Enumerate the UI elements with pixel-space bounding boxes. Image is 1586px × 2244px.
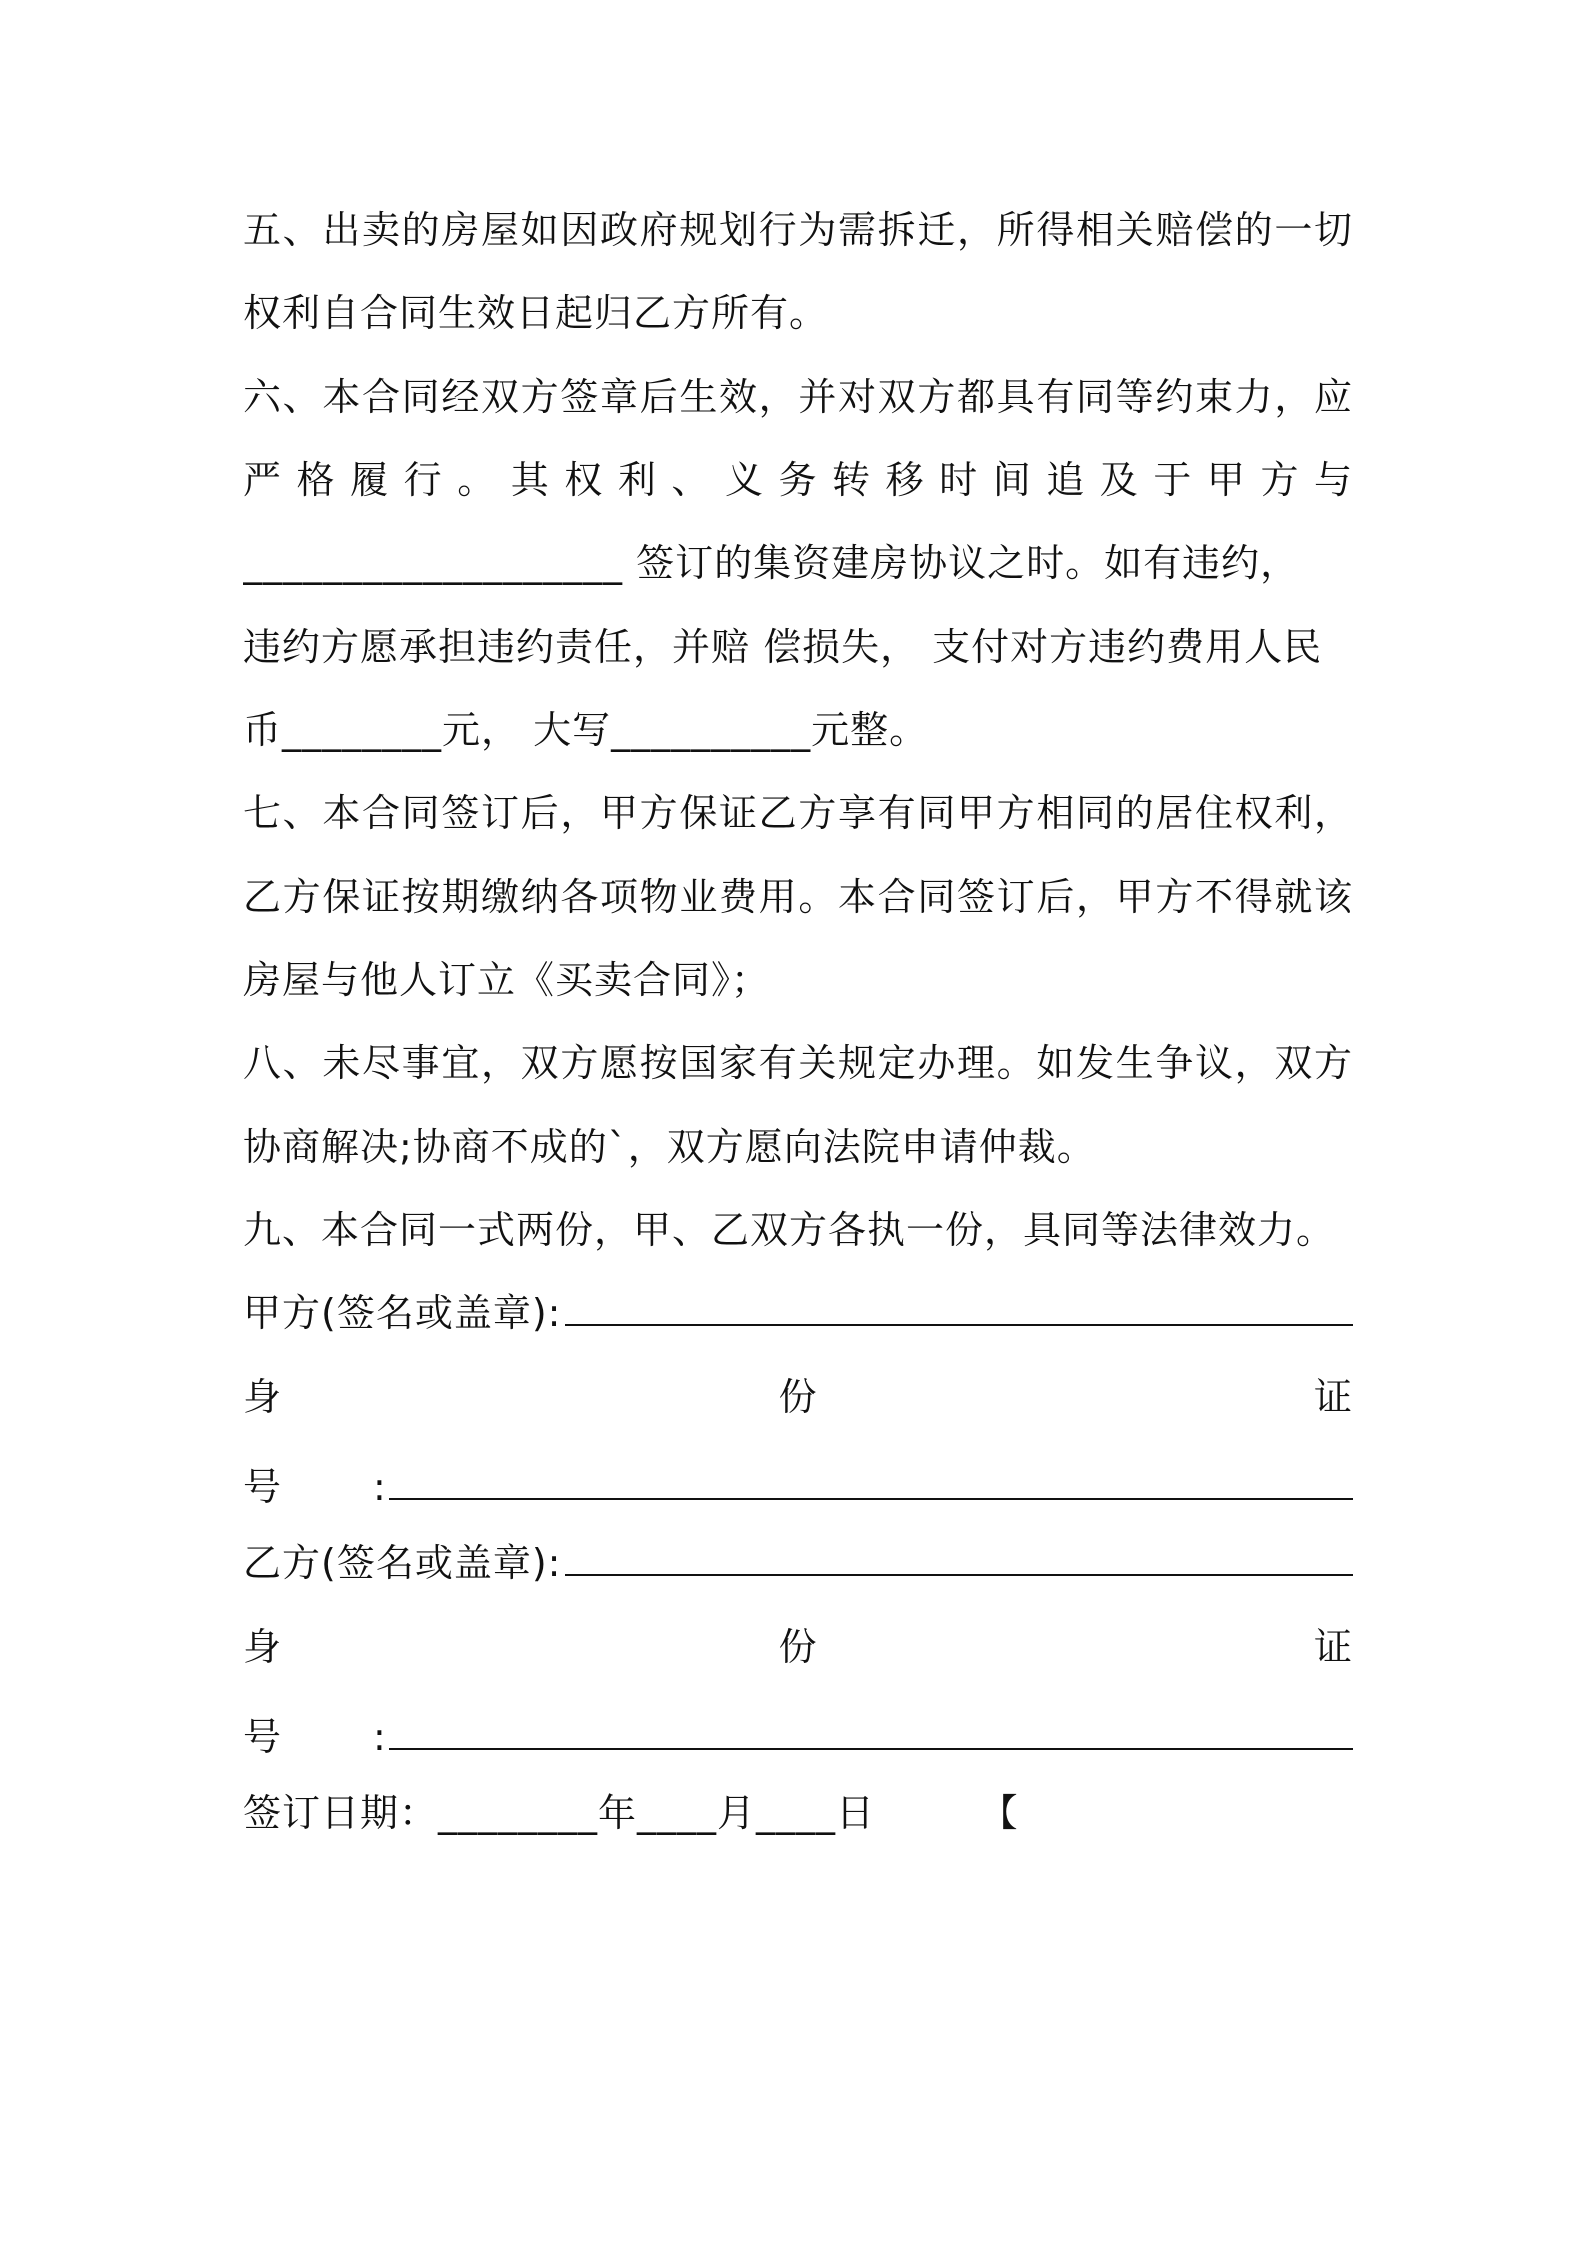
clause-7-line-3: 房屋与他人订立《买卖合同》；: [243, 958, 771, 1002]
party-b-id-shen: 身: [243, 1625, 283, 1669]
party-a-id-fen: 份: [778, 1375, 818, 1419]
party-b-id-zheng: 证: [1313, 1625, 1353, 1669]
party-b-signature-line: [243, 1538, 1353, 1588]
party-b-label: 乙方(签名或盖章):: [243, 1541, 562, 1585]
party-a-signature-line: [243, 1288, 1353, 1338]
party-b-id-label-row: [243, 1622, 1353, 1672]
clause-5-line-2: 权利自合同生效日起归乙方所有。: [243, 291, 829, 335]
party-a-id-shen: 身: [243, 1375, 283, 1419]
clause-9-line-1: 九、本合同一式两份，甲、乙双方各执一份，具同等法律效力。: [243, 1208, 1336, 1252]
clause-6-line-1: 六、本合同经双方签章后生效，并对双方都具有同等约束力，应: [243, 375, 1353, 419]
clause-7-line-1: 七、本合同签订后，甲方保证乙方享有同甲方相同的居住权利，: [243, 791, 1353, 835]
party-b-id-colon: :: [373, 1715, 387, 1759]
party-a-id-colon: :: [373, 1465, 387, 1509]
party-b-id-hao: 号: [243, 1715, 283, 1759]
clause-6-line-3: ___________________ 签订的集资建房协议之时。如有违约，: [243, 541, 1300, 585]
party-b-id-number-line: [243, 1712, 1353, 1762]
clause-7-line-2: 乙方保证按期缴纳各项物业费用。本合同签订后，甲方不得就该: [243, 875, 1353, 919]
party-a-id-label-row: [243, 1372, 1353, 1422]
party-b-signature-blank: [565, 1540, 1353, 1576]
signing-date-line: 签订日期：________年____月____日 【: [243, 1791, 1019, 1835]
clause-5-line-1: 五、出卖的房屋如因政府规划行为需拆迁，所得相关赔偿的一切: [243, 208, 1353, 252]
clause-8-line-1: 八、未尽事宜，双方愿按国家有关规定办理。如发生争议，双方: [243, 1041, 1353, 1085]
party-a-label: 甲方(签名或盖章):: [243, 1291, 562, 1335]
clause-6-line-4: 违约方愿承担违约责任，并赔 偿损失， 支付对方违约费用人民: [243, 625, 1323, 669]
party-a-signature-blank: [565, 1290, 1353, 1326]
party-a-id-zheng: 证: [1313, 1375, 1353, 1419]
clause-6-line-5: 币________元， 大写__________元整。: [243, 708, 929, 752]
clause-8-line-2: 协商解决;协商不成的`，双方愿向法院申请仲裁。: [243, 1125, 1096, 1169]
party-a-id-hao: 号: [243, 1465, 283, 1509]
party-a-id-blank: [389, 1464, 1353, 1500]
clause-6-line-2: 严 格 履 行 。 其 权 利 、 义 务 转 移 时 间 追 及 于 甲 方 与: [243, 458, 1353, 502]
party-b-id-fen: 份: [778, 1625, 818, 1669]
party-b-id-blank: [389, 1714, 1353, 1750]
party-a-id-number-line: [243, 1462, 1353, 1512]
